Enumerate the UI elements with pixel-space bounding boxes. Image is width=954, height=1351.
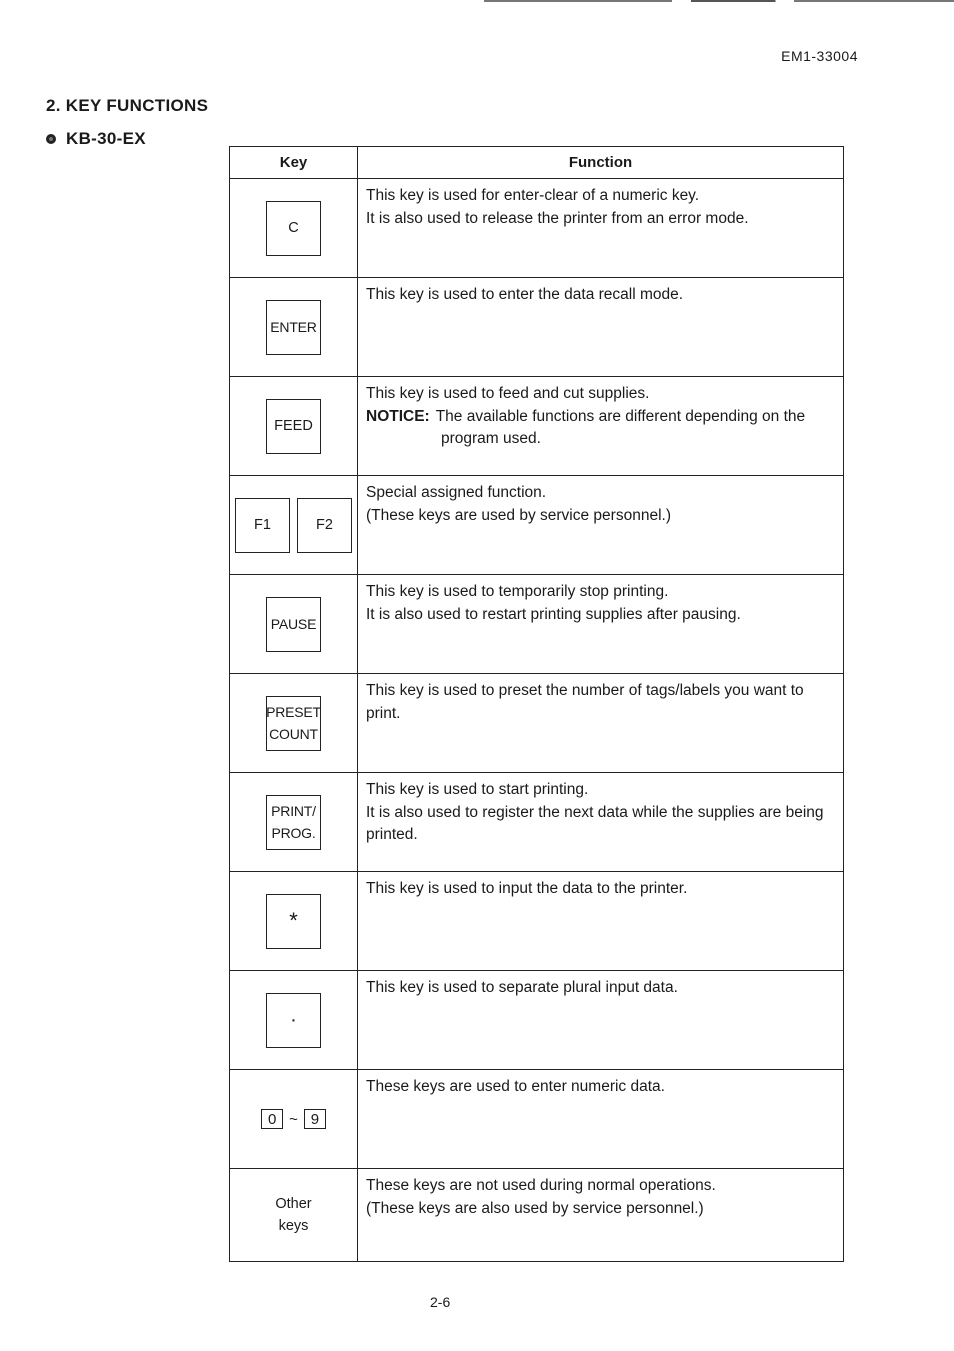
page-number: 2-6	[430, 1294, 451, 1310]
other-keys-label	[230, 1193, 357, 1237]
function-key-pair	[230, 498, 357, 553]
key-cell	[230, 476, 358, 575]
key-cell	[230, 773, 358, 872]
keycap-0: 0	[261, 1109, 283, 1129]
function-text: This key is used to feed and cut supplies.	[366, 385, 650, 402]
table-row	[230, 179, 844, 278]
table-row	[230, 278, 844, 377]
function-cell	[358, 575, 844, 674]
function-cell	[358, 971, 844, 1070]
function-cell	[358, 1070, 844, 1169]
key-cell	[230, 872, 358, 971]
table-row	[230, 872, 844, 971]
keycap-f1: F1	[235, 498, 290, 553]
key-cell	[230, 674, 358, 773]
function-text: (These keys are used by service personnel.)	[366, 506, 671, 524]
function-text: It is also used to release the printer from an error mode.	[366, 209, 749, 227]
function-text: This key is used to preset the number of tags/labels you want to print.	[366, 682, 804, 722]
keycap-dot: ·	[266, 993, 321, 1048]
function-cell	[358, 1169, 844, 1262]
function-cell	[358, 773, 844, 872]
function-text: It is also used to register the next data while the supplies are being printed.	[366, 803, 824, 843]
function-cell	[358, 179, 844, 278]
key-cell	[230, 1070, 358, 1169]
table-row	[230, 575, 844, 674]
keycap-line: PRESET	[266, 704, 321, 720]
numeric-key-range	[261, 1109, 326, 1129]
notice-text: The available functions are different depending on the	[435, 407, 806, 425]
keycap-preset-count	[266, 696, 321, 751]
table-row	[230, 377, 844, 476]
function-text: These keys are not used during normal operations.	[366, 1177, 716, 1194]
table-row	[230, 971, 844, 1070]
keycap-line: PRINT/	[271, 803, 316, 819]
notice-continuation: program used.	[441, 430, 541, 447]
other-keys-line: keys	[278, 1218, 309, 1234]
function-cell	[358, 476, 844, 575]
keycap-print-prog	[266, 795, 321, 850]
keycap-enter: ENTER	[266, 300, 321, 355]
function-text: These keys are used to enter numeric data.	[366, 1078, 665, 1095]
function-cell	[358, 278, 844, 377]
key-cell	[230, 1169, 358, 1262]
keycap-9: 9	[304, 1109, 326, 1129]
key-cell	[230, 377, 358, 476]
document-number: EM1-33004	[781, 48, 858, 64]
range-separator: ~	[289, 1110, 298, 1128]
function-text: (These keys are also used by service personnel.)	[366, 1199, 704, 1217]
table-row	[230, 1070, 844, 1169]
function-text: This key is used to separate plural input data.	[366, 979, 678, 996]
table-row	[230, 476, 844, 575]
top-rule	[484, 0, 954, 2]
other-keys-line: Other	[275, 1196, 312, 1212]
table-row	[230, 773, 844, 872]
function-text: This key is used to enter the data recall mode.	[366, 286, 684, 303]
key-cell	[230, 278, 358, 377]
function-cell	[358, 674, 844, 773]
key-cell	[230, 179, 358, 278]
function-text: Special assigned function.	[366, 484, 547, 501]
function-column-header: Function	[358, 147, 844, 179]
keycap-f2: F2	[297, 498, 352, 553]
key-cell	[230, 575, 358, 674]
notice-label: NOTICE:	[366, 407, 430, 425]
function-text: This key is used to start printing.	[366, 781, 589, 798]
function-cell	[358, 377, 844, 476]
table-row	[230, 1169, 844, 1262]
keyboard-model: KB-30-EX	[66, 129, 146, 148]
keycap-line: PROG.	[271, 825, 316, 841]
keycap-line: COUNT	[269, 726, 318, 742]
keycap-feed: FEED	[266, 399, 321, 454]
table-header-row	[230, 147, 844, 179]
key-functions-table	[229, 146, 844, 1262]
notice	[366, 406, 836, 429]
key-column-header: Key	[230, 147, 358, 179]
keycap-pause: PAUSE	[266, 597, 321, 652]
bullet-icon	[46, 134, 56, 144]
function-text: It is also used to restart printing supplies after pausing.	[366, 605, 741, 623]
section-heading: 2. KEY FUNCTIONS	[46, 96, 209, 115]
keycap-asterisk: *	[266, 894, 321, 949]
sub-heading	[46, 129, 146, 149]
keycap-c: C	[266, 201, 321, 256]
function-text: This key is used for enter-clear of a numeric key.	[366, 187, 700, 204]
function-cell	[358, 872, 844, 971]
function-text: This key is used to input the data to the printer.	[366, 880, 688, 897]
table-row	[230, 674, 844, 773]
key-cell	[230, 971, 358, 1070]
function-text: This key is used to temporarily stop printing.	[366, 583, 669, 600]
